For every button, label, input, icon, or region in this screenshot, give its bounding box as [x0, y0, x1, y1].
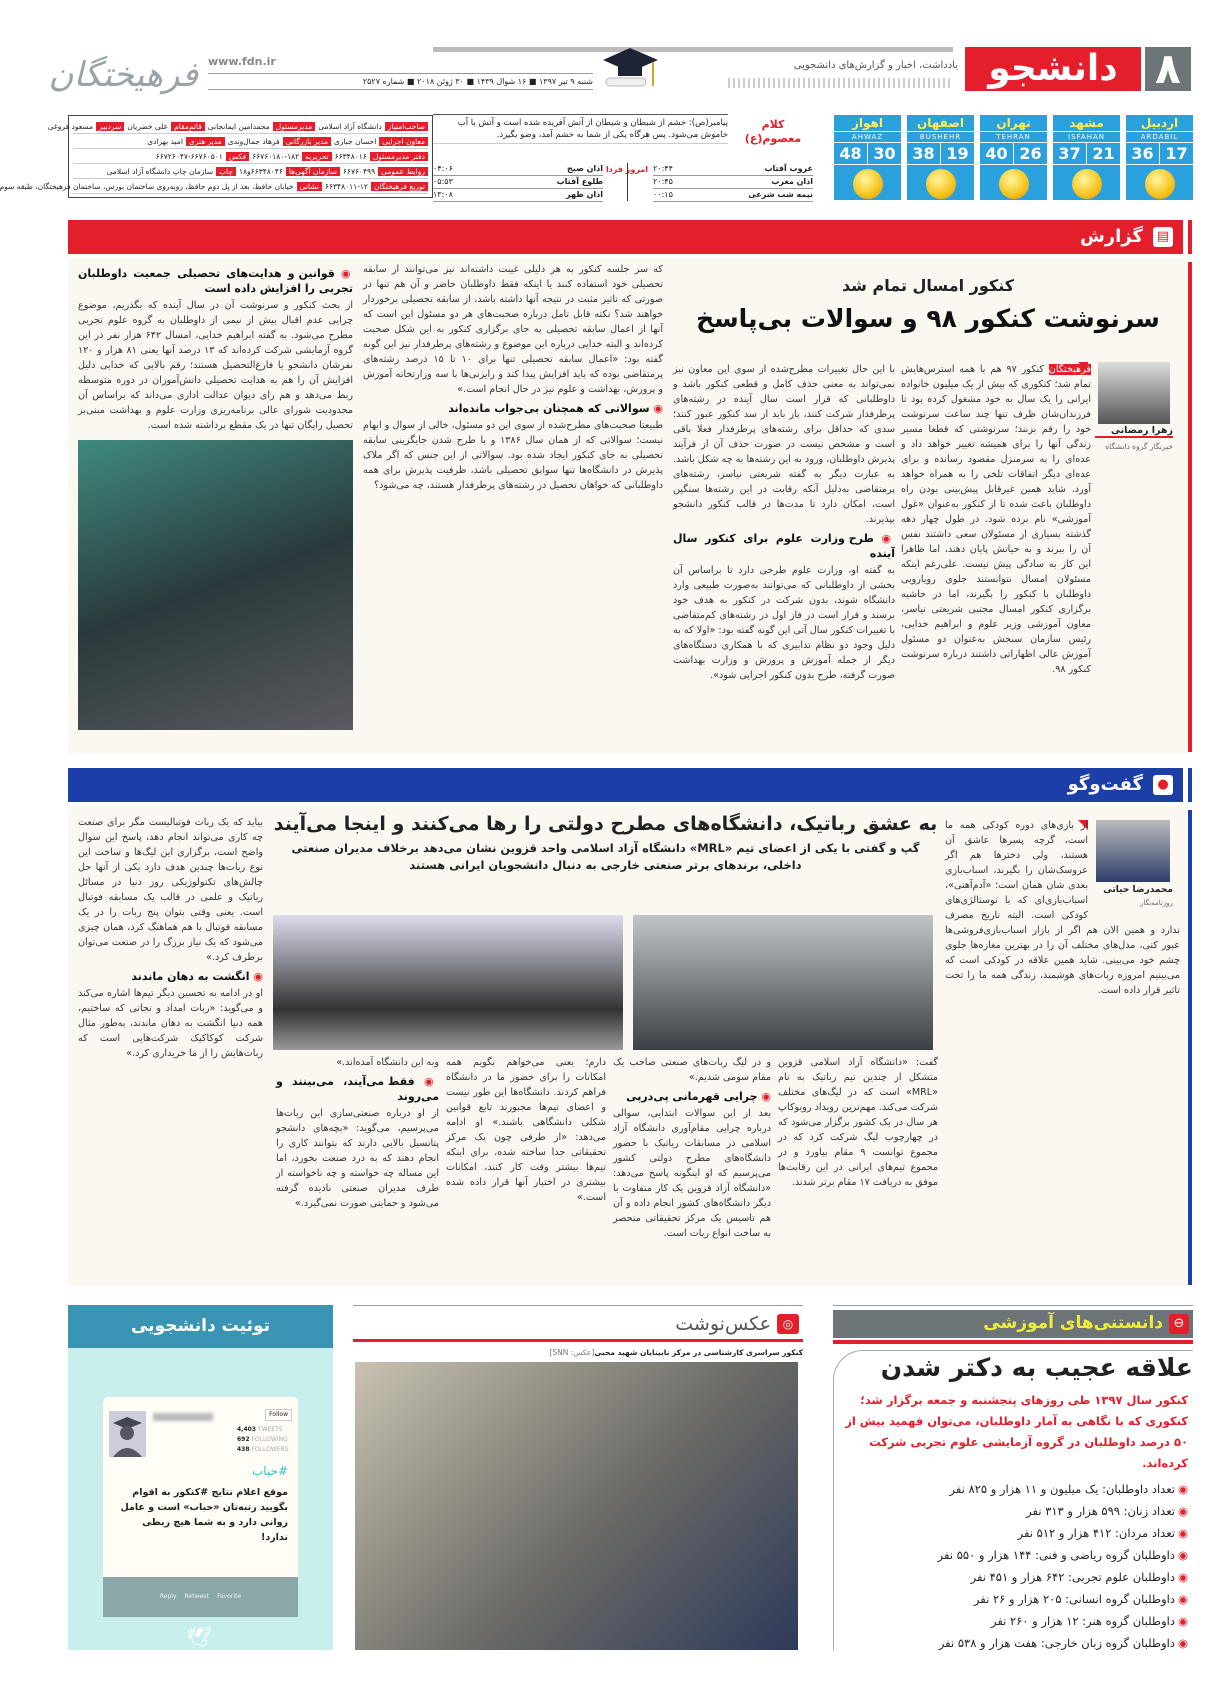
- staff-label: مدیر هنری: [186, 137, 225, 146]
- tweet-action-reply[interactable]: Reply: [159, 1593, 177, 1600]
- staff-value: مسعود فروغی: [47, 121, 94, 131]
- staff-label: معاون اجرایی: [379, 137, 428, 146]
- paper-logo: فرهیختگان: [48, 55, 198, 95]
- tweet-title: توئیت دانشجویی: [68, 1305, 333, 1348]
- masthead-rule: [433, 47, 593, 52]
- staff-value: علی خضریان: [127, 121, 169, 131]
- prayer-name: طلوع آفتاب: [556, 177, 603, 186]
- page-number: ۸: [1145, 47, 1191, 91]
- staff-label: مدیرمسئول: [273, 122, 315, 131]
- city-name: تهران: [980, 115, 1047, 132]
- sunny-icon: [999, 169, 1029, 199]
- weather-card: [1126, 115, 1193, 200]
- facts-list: [843, 1478, 1193, 1654]
- bullet-icon: ◉: [1177, 1526, 1188, 1540]
- report-column-2: با این حال تغییرات مطرح‌شده از سوی این معاون نیز نمی‌تواند به معنی حذف کامل و قطعی کنکور باشد و داوطلبانی که قرار است سال آینده در رشته‌های پرطرفدار شرکت کنند، باز باید از سد کنکور عبور کنند؛ سدی که حداقل برای رشته‌های پرطرفدار فعلا باقی است و مشخص نیست در صورت حذف آن از فرآیند پذیرش داوطلبان، ورود به این رشته‌ها به چه شکل باشد. به عبارت دیگر به گفته شریعتی نیاسر، رشته‌های پرمتقاضی به‌دلیل آنکه رقابت در این رشته‌ها سنگین است، امکان دارد تا مدت‌ها در قالب کنکور دانشجو بپذیرند. ◉ طرح وزارت علوم برای کنکور سال آینده به گفته او، وزارت علوم طرحی دارد تا براساس آن بخشی از داوطلبانی که می‌توانند به‌صورت طبیعی وارد دانشگاه شوند، بدون شرکت در کنکور به هدف خود برسند و قرار است در فاز اول در رشته‌های کم‌متقاضی با تغییرات کنکور سال آتی این گونه گفته بود: «اولا که به دلیل وجود دو نظام تدابیری که با همکاری دستگاه‌های دیگر از جمله آموزش و پرورش و وزارت بهداشت صورت گرفته، طرح بدون کنکور اجرایی شود».: [673, 364, 895, 681]
- bullet-icon: ◉: [1177, 1504, 1188, 1518]
- staff-value: محمدامین ایمانجانی: [207, 121, 270, 131]
- website[interactable]: www.fdn.ir: [208, 55, 276, 68]
- prayer-row: [433, 176, 603, 189]
- interview-column-d: وبه این دانشگاه آمده‌اند.» ◉ فقط می‌آیند، می‌بینند و می‌روند از او درباره صنعتی‌سازی این ربات‌ها می‌پرسیم، می‌گوید: «بچه‌های دانشجو پتانسیل بالایی دارند که بتوانند کاری را انجام دهند که به درد صنعت بخورد، اما این مساله چه خواسته و چه ناخواسته از طرف مدیران صنعتی نادیده گرفته می‌شود و حمایتی صورت نمی‌گیرد.»: [276, 1057, 439, 1209]
- temp-max: 37: [1053, 143, 1087, 164]
- temperatures: [980, 143, 1047, 165]
- interview-intro: از بازی‌های دوره کودکی همه ما است، گرچه پسرها عاشق آن هستند، ولی دخترها هم اگر عروسک‌شان را بگیرند، اسباب‌بازی بعدی شان همان است؛ «آدم‌آهنی»، اسباب‌بازی‌ای که با نوستالژی‌های کودکی است. البته تاریخ مصرف ندارد و همین الان هم اگر از بازار اسباب‌بازی‌فروشی‌ها عبور کنی، مدل‌های مختلف آن را در بهترین مغازه‌ها جلوی چشم خود می‌بینی. شاید همین علاقه در کودکی است که می‌بینیم امروزه ربات‌های هوشمند، زندگی همه ما را تحت تاثیر قرار داده است.: [945, 820, 1180, 996]
- interview-heading-block: [273, 812, 938, 912]
- tweet-action-favorite[interactable]: Favorite: [217, 1593, 242, 1600]
- tweet-box: [68, 1305, 333, 1650]
- exam-photo: [355, 1362, 798, 1650]
- report-column-3: که سر جلسه کنکور به هر دلیلی غیبت داشته‌اند نیز می‌توانند از سابقه تحصیلی خود استفاده کنند یا اینکه فقط داوطلبان حاضر و آن هم تنها در صورتی که تاثیر مثبت در نتیجه آنها داشته باشد، از سابقه تحصیلی برخوردار خواهند شد؟ نکته قابل تامل درباره صحبت‌های هر دو مسئول این است که آنها از اعمال سابقه تحصیلی به جای برگزاری کنکور به این شکل صحبت کرده‌اند و البته خدایی درباره این موضوع و رشته‌های پرطرفدار نیز این گونه گفته بود: «اعمال سابقه تحصیلی تنها برای ۱۰ تا ۱۵ درصد رشته‌های پرمتقاضی بوده که باید افزایش پیدا کند و رایزنی‌ها با سه وزارتخانه آموزش و پرورش، بهداشت و علوم نیز در حال انجام است.» ◉ سوالاتی که همچنان بی‌جواب مانده‌اند طبیعتا صحبت‌های مطرح‌شده از سوی این دو مسئول، خالی از سوال و ابهام نیست؛ سوالاتی که از همان سال ۱۳۸۶ و با طرح شدن جایگزینی سابقه تحصیلی به جای کنکور ایجاد شده بود. سوالاتی از این جنس که اگر ملاک پذیرش در دانشگاه‌ها تنها سوابق تحصیلی باشد، ظرفیت پذیرش برای همه داوطلبانی که خواهان تحصیل در رشته‌های پرطرفدار هستند، چه می‌شود؟: [363, 264, 663, 491]
- staff-row: [73, 149, 428, 164]
- staff-label: قائم‌مقام: [171, 122, 205, 131]
- tweet-stat: 438 FOLLOWERS: [237, 1446, 289, 1453]
- tomorrow-label: فردا: [605, 165, 623, 174]
- interviewer-name: محمدرضا حیاتی: [1103, 885, 1173, 895]
- tweet-card: [103, 1397, 298, 1617]
- prayer-row: [653, 189, 813, 202]
- prayer-time: ۲۰:۴۴: [653, 164, 673, 173]
- report-headline: سرنوشت کنکور ۹۸ و سوالات بی‌پاسخ: [696, 304, 1160, 333]
- arrow-left-icon: ⊖: [1169, 1314, 1189, 1334]
- section-title: دانستنی‌های آموزشی: [983, 1313, 1163, 1333]
- temperatures: [1053, 143, 1120, 165]
- temperatures: [907, 143, 974, 165]
- interview-column-c: دارم؛ یعنی می‌خواهم بگویم همه امکانات را برای حضور ما در دانشگاه فراهم کردند. دانشگاه‌ها این طور نیست و اعضای تیم‌ها مجبورند تابع قوانین شکلی دانشگاهی باشند.» او ادامه می‌دهد: «از طرفی چون یک مرکز تحقیقاتی جدا ساخته شده، برای اینکه تیم‌ها بیشتر وقت کار کنند، امکانات بیشتری در اختیار آنها قرار داده شده است.»: [446, 1057, 606, 1203]
- photo-essay-header: [353, 1312, 803, 1342]
- city-name-en: ISFAHAN: [1053, 132, 1120, 143]
- staff-label: مدیر بازرگانی: [283, 137, 331, 146]
- interview-headline: به عشق رباتیک، دانشگاه‌های مطرح دولتی را رها می‌کنند و اینجا می‌آیند: [273, 813, 938, 835]
- section-title: گزارش: [1079, 226, 1143, 247]
- staff-value: خیابان حافظ، بعد از پل دوم حافظ، روبه‌روی ساختمان بورس، ساختمان فرهیختگان، طبقه سوم: [0, 181, 294, 191]
- prayer-time: ۲۰:۴۵: [653, 177, 673, 186]
- bullet-icon: ◉: [1177, 1570, 1188, 1584]
- section-title: عکس‌نوشت: [675, 1313, 771, 1335]
- section-bar-interview: [68, 768, 1183, 802]
- weather-card: [834, 115, 901, 200]
- kalam-quote: پیامبر(ص): خشم از شیطان و شیطان از آتش آفریده شده است و آتش با آب خاموش می‌شود. پس هرگاه یکی از شما به خشم آمد، وضو بگیرد.: [433, 114, 728, 144]
- staff-value: ۶۶۷۲۶۰۴۷-۶۶۷۶۰۵۰۱: [155, 151, 223, 161]
- prayer-time: ۰۴:۰۶: [433, 164, 453, 173]
- staff-label: سردبیر: [96, 122, 124, 131]
- staff-label: روابط عمومی: [378, 167, 428, 176]
- staff-label: چاپ: [216, 167, 236, 176]
- facts-lead: کنکور سال ۱۳۹۷ طی روزهای پنجشنبه و جمعه برگزار شد؛ کنکوری که با نگاهی به آمار داوطلبان، می‌توان فهمید بیش از ۵۰ درصد داوطلبان در گروه آزمایشی علوم تجربی شرکت کرده‌اند.: [845, 1393, 1188, 1470]
- temp-min: 26: [1019, 144, 1042, 163]
- prayer-name: اذان ظهر: [566, 190, 603, 199]
- prayer-time: ۱۳:۰۸: [433, 190, 453, 199]
- fact-item: ◉داوطلبان علوم تجربی: ۶۴۲ هزار و ۴۵۱ نفر: [970, 1570, 1188, 1584]
- staff-label: سازمان آگهی‌ها: [286, 167, 340, 176]
- chat-icon: ●: [1153, 775, 1173, 795]
- weather-card: [1053, 115, 1120, 200]
- blurred-username: [153, 1413, 213, 1421]
- author-photo: [1098, 362, 1170, 424]
- city-name-en: AHWAZ: [834, 132, 901, 143]
- weather-card: [907, 115, 974, 200]
- staff-box: [0, 115, 433, 198]
- follow-button[interactable]: Follow: [265, 1409, 292, 1421]
- staff-value: امید بهزادی: [147, 136, 183, 146]
- bullet-icon: ◉: [1177, 1548, 1188, 1562]
- dateline: شنبه ۹ تیر ۱۳۹۷ ■ ۱۶ شوال ۱۴۳۹ ■ ۳۰ ژوئن ۲۰۱۸ ■ شماره ۲۵۲۷: [208, 73, 593, 90]
- prayer-time: ۰۵:۵۳: [433, 177, 453, 186]
- prayer-times: [433, 163, 813, 203]
- prayer-row: [653, 176, 813, 189]
- interviewer-role: روزنامه‌نگار: [1139, 899, 1173, 907]
- bullet-icon: ◉: [1177, 1636, 1188, 1650]
- staff-value: احسان جباری: [334, 136, 377, 146]
- staff-value: دانشگاه آزاد اسلامی: [318, 121, 382, 131]
- tweet-stat: 4,403 TWEETS: [237, 1426, 283, 1433]
- sunny-icon: [926, 169, 956, 199]
- staff-value: ۶۶۳۴۸۰۱۱-۱۲: [324, 181, 368, 191]
- graduation-cap-icon: [598, 42, 663, 92]
- staff-value: سازمان چاپ دانشگاه آزاد اسلامی: [106, 166, 213, 176]
- staff-value: ۶۶۳۴۸۰۱۶: [334, 151, 367, 161]
- temperatures: [1126, 143, 1193, 165]
- bullet-icon: ◉: [1177, 1592, 1188, 1606]
- staff-value: ۶۶۳۴۸۰۴۶و۱۸: [238, 166, 283, 176]
- staff-row: [73, 164, 428, 179]
- twitter-bird-icon: 🕊: [186, 1625, 212, 1649]
- report-column-1: فرهیختگان کنکور ۹۷ هم با همه استرس‌هایش تمام شد؛ کنکوری که بیش از یک میلیون خانواده ایرانی را یک سال به خود مشغول کرده بود تا فرزندان‌شان ظرف تنها چند ساعت سرنوشت خود را رقم بزنند؛ سرنوشتی که قطعا مسیر زندگی آنها را برای همیشه تغییر خواهد داد و عده‌ای را به سرمنزل مقصود رسانده و برای عده‌ای دیگر اتفاقات تلخی را به همراه خواهد آورد. شاید همین غیرقابل پیش‌بینی بودن راه داوطلبان باعث شده تا از کنکور به‌عنوان «غول آموزشی» نام برده شود. در طول چهار دهه گذشته بسیاری از مسئولان سعی داشتند نفس آن را ببرند و به حیاتش پایان دهند، اما ظاهرا این کار به سادگی پیش نیست. علی‌رغم اینکه مسئولان امسال نتوانستند جلوی رویارویی داوطلبان با کنکور را بگیرند، اما در حاشیه برگزاری کنکور امسال مجتبی شریعتی نیاسر، معاون آموزشی وزیر علوم و ابراهیم خدایی، رئیس سازمان سنجش به‌عنوان دو مسئول آموزش عالی اظهاراتی داشتند درباره سرنوشت کنکور ۹۸.: [901, 364, 1091, 675]
- avatar: [109, 1411, 146, 1457]
- staff-row: [0, 179, 428, 194]
- tweet-text: موقع اعلام نتایج #کنکور به اقوام بگویید رتبه‌تان «حباب» است و عامل روانی دارد و به شما هیچ ربطی ندارد!: [120, 1487, 288, 1543]
- report-column-4: ◉ قوانین و هدایت‌های تحصیلی جمعیت داوطلبان تجربی را افزایش داده است از بحث کنکور و سرنوشت آن در سال آینده که بگذریم، موضوع چرایی عدم اقبال بیش از نیمی از داوطلبان به گروه علوم تجربی مطرح می‌شود. به گفته ابراهیم خدایی، امسال ۶۴۲ هزار نفر در این گروه آزمایشی شرکت کرده‌اند که ۱۳ درصد آنها یعنی ۸۱ هزار و ۱۲۰ نفرشان دانشجو یا فارغ‌التحصیل هستند؛ رقم بالایی که خدایی دلیل افزایش آن را هم به هدایت تحصیلی دانش‌آموزان در دوره متوسطه ربط می‌دهد و هم رای دیوان عدالت اداری می‌داند که براساس آن محدودیت شورای عالی برنامه‌ریزی وزارت علوم و بهداشت مبنی‌بر تحصیل رایگان تنها در یک مقطع برداشته شده است.: [78, 267, 353, 431]
- hashtag[interactable]: #حباب: [251, 1464, 288, 1478]
- section-title: گفت‌وگو: [1067, 774, 1143, 795]
- facts-header: [833, 1310, 1193, 1338]
- city-name-en: TEHRAN: [980, 132, 1047, 143]
- photo-caption: کنکور سراسری کارشناسی در مرکز نابینایان شهید محبی[عکس: SNN]: [549, 1348, 803, 1357]
- sunny-icon: [1145, 169, 1175, 199]
- staff-label: نشانی: [297, 182, 322, 191]
- author-name: زهرا رمضانی: [1095, 425, 1173, 438]
- fact-item: ◉تعداد مردان: ۴۱۲ هزار و ۵۱۲ نفر: [1017, 1526, 1188, 1540]
- city-name: مشهد: [1053, 115, 1120, 132]
- fact-item: ◉داوطلبان گروه ریاضی و فنی: ۱۴۴ هزار و ۵۵۰ نفر: [937, 1548, 1188, 1562]
- staff-value: فرهاد جمال‌وندی: [227, 136, 280, 146]
- city-name-en: ARDABIL: [1126, 132, 1193, 143]
- fact-item: ◉داوطلبان گروه انسانی: ۲۰۵ هزار و ۲۶ نفر: [973, 1592, 1188, 1606]
- fact-item: ◉داوطلبان گروه زبان خارجی: هفت هزار و ۵۳۸ نفر: [938, 1636, 1188, 1650]
- prayer-row: [433, 189, 603, 202]
- staff-label: دفتر مدیرمسئول: [370, 152, 428, 161]
- temp-max: 40: [980, 143, 1014, 164]
- fact-item: ◉تعداد زنان: ۵۹۹ هزار و ۳۱۳ نفر: [1026, 1504, 1188, 1518]
- decorative-stripes: [728, 78, 953, 88]
- interview-column-e: بیاید که یک ربات فوتبالیست مگر برای صنعت چه کاری می‌تواند انجام دهد، پاسخ این سوال واضح است، برگزاری این لیگ‌ها و ساخت این نوع ربات‌ها چندین هدف دارد یکی از آنها حل چالش‌های تکنولوژیکی روز دنیا در مسائل رباتیک و علمی در قالب یک مسابقه فوتبال است. یعنی وقتی بتوان پنج ربات را در یک مسابقه فوتبال با هم هماهنگ کرد، همان چیزی می‌شود که یک نیاز بزرگ را در صنعت می‌توان برطرف کرد.» ◉ انگشت به دهان ماندند او در ادامه به تحسین دیگر تیم‌ها اشاره می‌کند و می‌گوید: «ربات امداد و نجاتی که ساختیم، همه دنیا انگشت به دهان ماندند، به‌طور مثال شرکت کوکاکیک شرکت‌هایی است که ربات‌هایش را از ما خریداری کرد.»: [78, 817, 263, 1059]
- city-name: اهواز: [834, 115, 901, 132]
- today-label: امروز: [625, 165, 648, 174]
- weather-card: [980, 115, 1047, 200]
- staff-value: ۶۶۷۶۰۱۸۰-۱۸۲: [252, 151, 300, 161]
- prayer-name: نیمه شب شرعی: [748, 190, 813, 199]
- staff-label: فکس: [226, 152, 249, 161]
- kalam-title: کلام معصوم(ع): [744, 118, 802, 145]
- prayer-name: اذان مغرب: [771, 177, 813, 186]
- bullet-icon: ◉: [1177, 1482, 1188, 1496]
- temp-min: 30: [873, 144, 896, 163]
- prayer-row: [433, 163, 603, 176]
- temp-min: 19: [946, 144, 969, 163]
- temp-max: 38: [907, 143, 941, 164]
- staff-row: [73, 134, 428, 149]
- temp-min: 21: [1092, 144, 1115, 163]
- prayer-name: اذان صبح: [567, 164, 603, 173]
- report-kicker: کنکور امسال تمام شد: [841, 276, 1015, 295]
- temp-min: 17: [1165, 144, 1188, 163]
- sunny-icon: [853, 169, 883, 199]
- staff-row: [47, 119, 428, 134]
- tweet-stat: 692 FOLLOWING: [237, 1436, 288, 1443]
- temp-max: 48: [834, 143, 868, 164]
- prayer-name: غروب آفتاب: [764, 164, 813, 173]
- staff-value: ۶۶۷۶۰۴۹۹: [342, 166, 376, 176]
- bullet-icon: ◉: [1177, 1614, 1188, 1628]
- fact-item: ◉تعداد داوطلبان: یک میلیون و ۱۱ هزار و ۸۲۵ نفر: [949, 1482, 1188, 1496]
- city-name: اردبیل: [1126, 115, 1193, 132]
- staff-label: صاحب‌امتیاز: [385, 122, 428, 131]
- city-name: اصفهان: [907, 115, 974, 132]
- sunny-icon: [1072, 169, 1102, 199]
- prayer-row: [653, 163, 813, 176]
- section-logo: دانشجو: [965, 47, 1141, 91]
- facts-body: [843, 1350, 1193, 1695]
- tweet-body: [113, 1463, 288, 1573]
- facts-headline: علاقه عجیب به دکتر شدن: [880, 1353, 1193, 1382]
- interview-column-b: و در لیگ ربات‌های صنعتی صاحب یک مقام سومی شدیم.» ◉ چرایی قهرمانی پی‌درپی بعد از این سوالات ابتدایی، سوالی درباره چرایی مقام‌آوری دانشگاه آزاد اسلامی در مسابقات رباتیک با حضور دانشگاه‌های مطرح دولتی کشور می‌پرسیم که او اینگونه پاسخ می‌دهد: «دانشگاه آزاد قزوین یک کار متفاوت با دیگر دانشگاه‌های کشور انجام داده و آن هم تاسیس یک مرکز تحقیقاتی منحصر به ساخت انواع ربات است.: [613, 1057, 771, 1239]
- camera-icon: ◎: [777, 1314, 799, 1334]
- temperatures: [834, 143, 901, 165]
- temp-max: 36: [1126, 143, 1160, 164]
- fact-item: ◉داوطلبان گروه هنر: ۱۲ هزار و ۲۶۰ نفر: [990, 1614, 1188, 1628]
- staff-label: تحریریه: [302, 152, 331, 161]
- tagline: یادداشت، اخبار و گزارش‌های دانشجویی: [793, 60, 958, 71]
- interview-column-a: گفت: «دانشگاه آزاد اسلامی قزوین متشکل از چندین تیم رباتیک به نام «MRL» است که در لیگ‌های مختلف شرکت می‌کند. مهم‌ترین رویداد روبوکاپ هر سال در یک کشور برگزار می‌شود که در چهارچوب لیگ شرکت کرد که در مجموع توانست ۹ مقام بیاورد و در مجموع تیم‌های ایرانی در این رقابت‌ها موفق به دریافت ۱۷ مقام برتر شدند.: [778, 1057, 938, 1188]
- city-name-en: BUSHEHR: [907, 132, 974, 143]
- author-role: خبرنگار گروه دانشگاه: [1105, 442, 1173, 451]
- report-icon: ▤: [1153, 227, 1173, 247]
- section-bar-report: [68, 220, 1183, 254]
- interview-subtitle: گپ و گفتی با یکی از اعضای تیم «MRL» دانشگاه آزاد اسلامی واحد قزوین نشان می‌دهد برخلاف مدیران صنعتی داخلی، برندهای برتر صنعتی خارجی به دنبال دانشجویان ایرانی هستند: [291, 841, 920, 872]
- tweet-action-retweet[interactable]: Retweet: [184, 1593, 210, 1600]
- staff-label: توزیع فرهیختگان: [371, 182, 428, 191]
- student-photo: [633, 915, 933, 1050]
- report-photo: [78, 440, 353, 730]
- prayer-time: ۰۰:۱۵: [653, 190, 673, 199]
- team-photo: [273, 915, 623, 1050]
